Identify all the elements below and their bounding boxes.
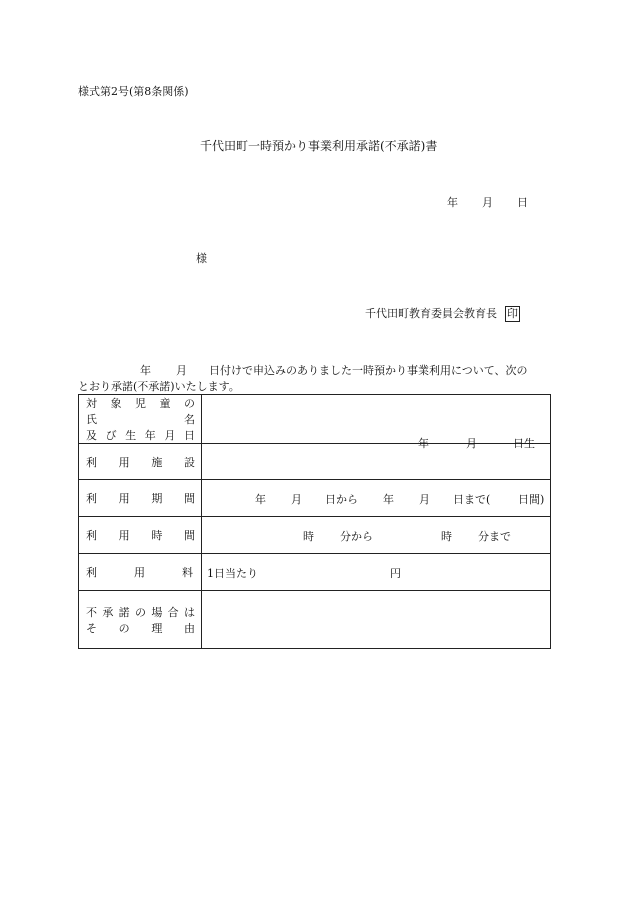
row-child [79,395,551,444]
issuer [365,305,520,322]
period-label: 利 用 期 間 [79,480,202,517]
birth-month: 月 [466,437,477,450]
row-hours [79,517,551,554]
reason-value[interactable] [202,591,551,649]
date-year: 年 [447,196,458,209]
period-value[interactable]: 年 月 日から 年 月 日まで( 日間) [202,480,551,517]
child-label: 対 象 児 童 の 氏 名 及 び 生 年 月 日 [79,395,202,444]
reason-label: 不 承 諾 の 場 合 は そ の 理 由 [79,591,202,649]
document-title: 千代田町一時預かり事業利用承諾(不承諾)書 [200,139,438,153]
row-period [79,480,551,517]
row-fee [79,554,551,591]
row-facility [79,444,551,480]
body-month: 月 [176,364,187,377]
body-year: 年 [140,364,151,377]
date-month: 月 [482,196,493,209]
issuer-name: 千代田町教育委員会教育長 [365,307,497,320]
addressee-suffix: 様 [196,252,207,265]
body-line2: とおり承諾(不承諾)いたします。 [78,380,240,393]
body-line1: 日付けで申込みのありました一時預かり事業利用について、次の [209,364,528,377]
form-number: 様式第2号(第8条関係) [78,85,189,98]
facility-label: 利 用 施 設 [79,444,202,480]
seal-mark: 印 [507,307,518,320]
date-day: 日 [517,196,528,209]
facility-value[interactable] [202,444,551,480]
fee-value[interactable]: 1日当たり 円 [202,554,551,591]
approval-table [78,394,551,649]
hours-value[interactable]: 時 分から 時 分まで [202,517,551,554]
birth-day: 日生 [513,437,535,450]
row-reason [79,591,551,649]
hours-label: 利 用 時 間 [79,517,202,554]
fee-label: 利 用 料 [79,554,202,591]
child-value[interactable] [202,395,551,450]
birth-year: 年 [418,437,429,450]
